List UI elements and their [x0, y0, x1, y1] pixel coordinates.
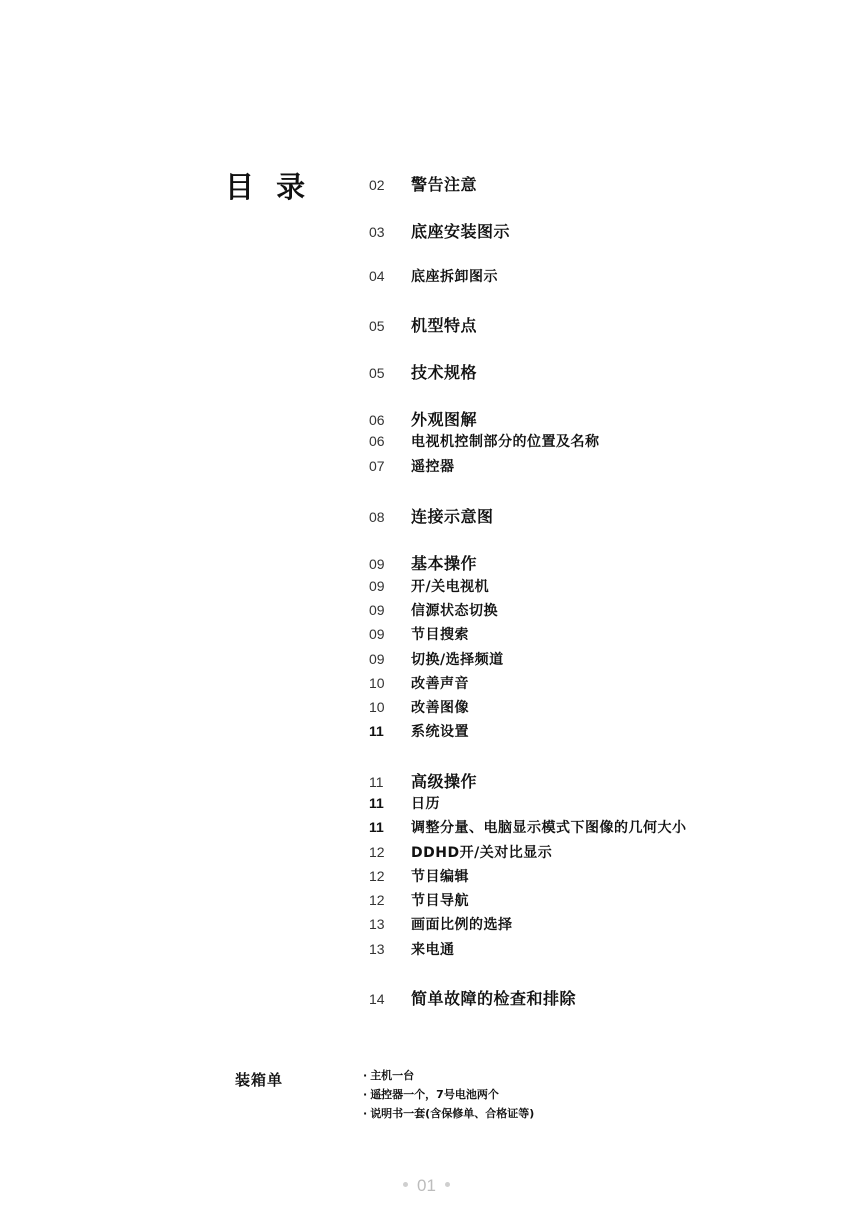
toc-entry — [369, 431, 600, 451]
toc-page-number: 11 — [369, 819, 384, 835]
toc-entry — [369, 817, 687, 837]
toc-entry — [369, 914, 513, 934]
toc-entry — [369, 266, 498, 286]
toc-entry — [369, 407, 477, 430]
toc-entry — [369, 793, 440, 813]
toc-entry — [369, 866, 469, 886]
packing-list-heading: 装箱单 — [235, 1071, 284, 1089]
right-dot-icon — [445, 1182, 450, 1187]
toc-page-number: 02 — [369, 177, 385, 193]
toc-title: 节目编辑 — [411, 869, 469, 885]
toc-title: 开/关电视机 — [411, 579, 490, 595]
toc-entry — [369, 649, 504, 669]
toc-title: 来电通 — [411, 942, 455, 958]
toc-page-number: 11 — [369, 723, 384, 739]
toc-page-number: 12 — [369, 868, 385, 884]
toc-page-number: 13 — [369, 916, 385, 932]
toc-page-number: 06 — [369, 412, 385, 428]
toc-title: 高级操作 — [411, 772, 478, 791]
toc-page-number: 05 — [369, 318, 385, 334]
toc-entry — [369, 697, 469, 717]
toc-page-number: 12 — [369, 892, 385, 908]
toc-page-number: 09 — [369, 651, 385, 667]
toc-page-number: 08 — [369, 509, 385, 525]
toc-heading: 目 录 — [225, 170, 312, 204]
toc-page-number: 07 — [369, 458, 385, 474]
toc-page-number: 05 — [369, 365, 385, 381]
toc-entry — [369, 313, 477, 336]
toc-page-number: 09 — [369, 602, 385, 618]
toc-title: 机型特点 — [411, 316, 478, 335]
toc-entry — [369, 360, 477, 383]
toc-entry — [369, 456, 455, 476]
packing-list-item: · 主机一台 — [363, 1066, 534, 1085]
toc-title: 改善图像 — [411, 700, 469, 716]
toc-title: 基本操作 — [411, 554, 478, 573]
toc-entry — [369, 576, 489, 596]
toc-page-number: 12 — [369, 844, 385, 860]
toc-title: 技术规格 — [411, 363, 478, 382]
toc-title: 底座安装图示 — [411, 222, 511, 241]
toc-title: 调整分量、电脑显示模式下图像的几何大小 — [411, 820, 687, 836]
toc-title: 遥控器 — [411, 459, 455, 475]
toc-page-number: 10 — [369, 675, 385, 691]
page-number — [0, 1176, 853, 1196]
toc-title: 改善声音 — [411, 676, 469, 692]
toc-page-number: 09 — [369, 556, 385, 572]
toc-page-number: 03 — [369, 224, 385, 240]
packing-list — [363, 1066, 534, 1123]
toc-page-number: 09 — [369, 626, 385, 642]
toc-title: DDHD开/关对比显示 — [411, 845, 553, 861]
toc-title: 信源状态切换 — [411, 603, 498, 619]
toc-title: 连接示意图 — [411, 507, 494, 526]
toc-title: 切换/选择频道 — [411, 652, 504, 668]
toc-page-number: 14 — [369, 991, 385, 1007]
toc-title: 系统设置 — [411, 724, 469, 740]
toc-entry — [369, 769, 477, 792]
toc-page-number: 04 — [369, 268, 385, 284]
toc-title: 电视机控制部分的位置及名称 — [411, 434, 600, 450]
toc-entry — [369, 600, 498, 620]
toc-title: 外观图解 — [411, 410, 478, 429]
toc-page-number: 11 — [369, 774, 384, 790]
toc-title: 简单故障的检查和排除 — [411, 989, 577, 1008]
toc-entry — [369, 624, 469, 644]
toc-entry — [369, 939, 455, 959]
toc-page-number: 11 — [369, 795, 384, 811]
toc-entry — [369, 504, 494, 527]
toc-entry — [369, 721, 469, 741]
toc-entry — [369, 673, 469, 693]
toc-title: 日历 — [411, 796, 440, 812]
toc-title: 节目导航 — [411, 893, 469, 909]
toc-entry — [369, 986, 576, 1009]
toc-page-number: 10 — [369, 699, 385, 715]
toc-page-number: 09 — [369, 578, 385, 594]
packing-list-item: · 说明书一套(含保修单、合格证等) — [363, 1104, 534, 1123]
toc-title: 警告注意 — [411, 175, 478, 194]
toc-page-number: 13 — [369, 941, 385, 957]
toc-title: 底座拆卸图示 — [411, 269, 498, 285]
toc-entry — [369, 890, 469, 910]
toc-page-number: 06 — [369, 433, 385, 449]
toc-title: 画面比例的选择 — [411, 917, 513, 933]
toc-entry — [369, 551, 477, 574]
left-dot-icon — [403, 1182, 408, 1187]
table-of-contents — [369, 0, 839, 1040]
toc-entry — [369, 219, 510, 242]
toc-entry — [369, 842, 552, 862]
toc-entry — [369, 172, 477, 195]
toc-title: 节目搜索 — [411, 627, 469, 643]
packing-list-item: · 遥控器一个，7号电池两个 — [363, 1085, 534, 1104]
page-number-text: 01 — [417, 1176, 436, 1195]
